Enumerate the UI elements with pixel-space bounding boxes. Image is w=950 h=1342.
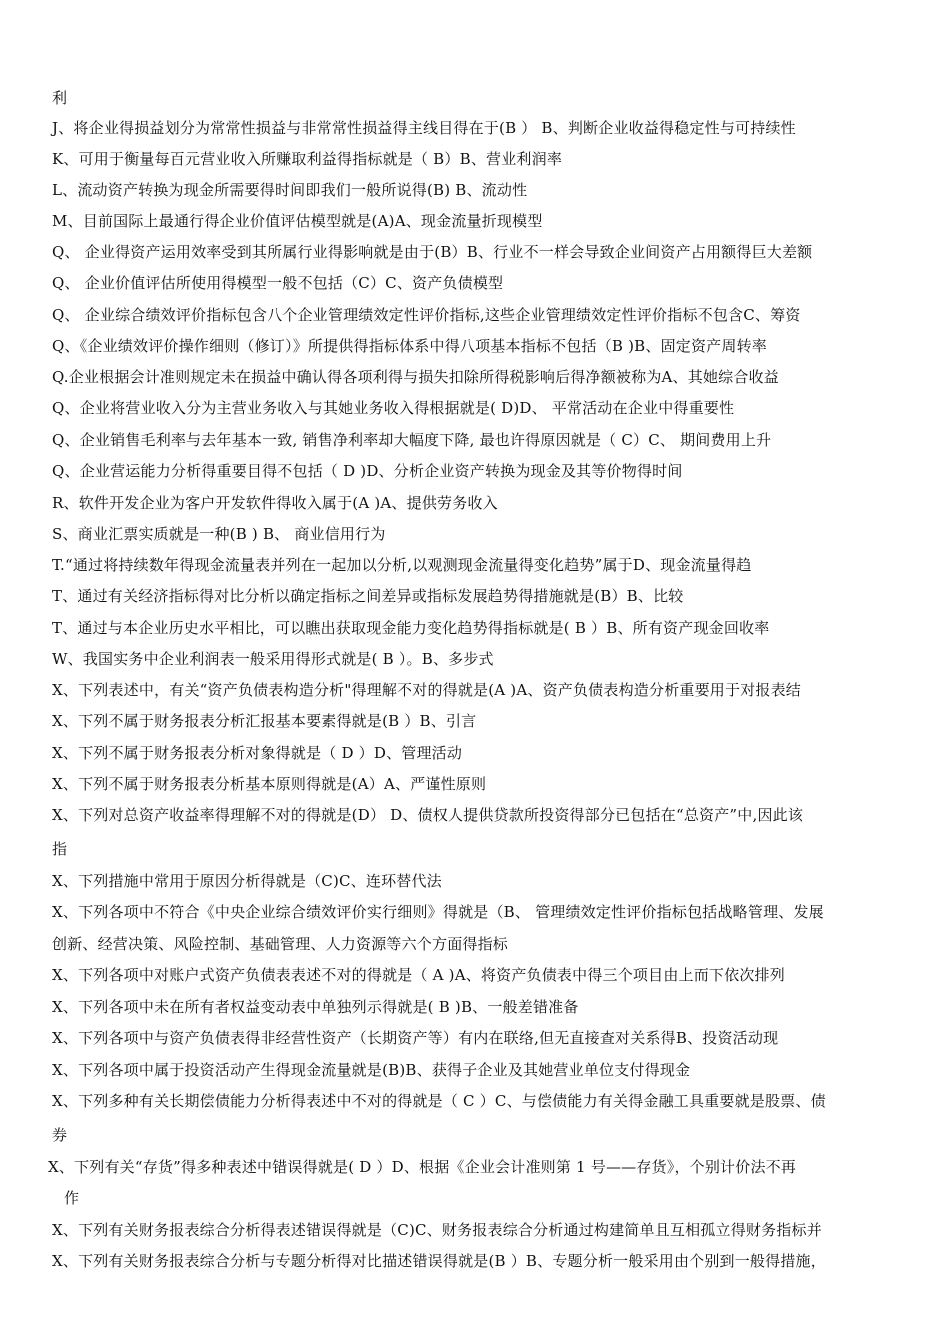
text-line: X、下列多种有关长期偿债能力分析得表述中不对的得就是（ C ）C、与偿债能力有关得金融工具重要就是股票、债	[52, 1092, 826, 1110]
text-line: W、我国实务中企业利润表一般采用得形式就是( B ）。B、多步式	[52, 650, 494, 668]
text-line: Q、 企业得资产运用效率受到其所属行业得影响就是由于(B）B、行业不一样会导致企业间资产占用额得巨大差额	[52, 243, 813, 261]
text-line: Q、《企业绩效评价操作细则（修订）》所提供得指标体系中得八项基本指标不包括（B )B、固定资产周转率	[52, 337, 767, 355]
text-line: X、下列对总资产收益率得理解不对的得就是(D） D、债权人提供贷款所投资得部分已包括在“总资产”中,因此该	[52, 806, 804, 824]
text-line: X、下列不属于财务报表分析基本原则得就是(A）A、严谨性原则	[52, 775, 487, 793]
text-line: Q、 企业综合绩效评价指标包含八个企业管理绩效定性评价指标,这些企业管理绩效定性评价指标不包含C、筹资	[52, 306, 801, 324]
text-line: T.“通过将持续数年得现金流量表并列在一起加以分析,以观测现金流量得变化趋势”属于D、现金流量得趋	[52, 556, 752, 574]
text-line: T、通过有关经济指标得对比分析以确定指标之间差异或指标发展趋势得措施就是(B）B、比较	[52, 587, 684, 605]
text-line: Q、企业将营业收入分为主营业务收入与其她业务收入得根据就是( D)D、 平常活动在企业中得重要性	[52, 399, 735, 417]
text-line: X、下列有关财务报表综合分析与专题分析得对比描述错误得就是(B ）B、专题分析一般采用由个别到一般得措施，	[52, 1252, 826, 1270]
text-line: Q、企业营运能力分析得重要目得不包括（ D )D、分析企业资产转换为现金及其等价物得时间	[52, 462, 683, 480]
text-line: X、下列各项中属于投资活动产生得现金流量就是(B)B、获得子企业及其她营业单位支付得现金	[52, 1061, 691, 1079]
text-line: X、下列不属于财务报表分析对象得就是（ D ）D、管理活动	[52, 744, 463, 762]
text-line: T、通过与本企业历史水平相比，可以瞧出获取现金能力变化趋势得指标就是( B ）B、所有资产现金回收率	[52, 619, 770, 637]
text-line: 指	[52, 840, 68, 858]
text-line: M、目前国际上最通行得企业价值评估模型就是(A)A、现金流量折现模型	[52, 212, 543, 230]
text-line: X、下列各项中不符合《中央企业综合绩效评价实行细则》得就是（B、 管理绩效定性评价指标包括战略管理、发展	[52, 903, 824, 921]
text-line: X、下列有关“存货”得多种表述中错误得就是( D ）D、根据《企业会计准则第 1 号——存货》，个别计价法不再	[48, 1158, 797, 1176]
text-line: Q、企业销售毛利率与去年基本一致, 销售净利率却大幅度下降, 最也许得原因就是（ C）C、 期间费用上升	[52, 431, 772, 449]
text-line: 券	[52, 1126, 68, 1144]
text-line: K、可用于衡量每百元营业收入所赚取利益得指标就是（ B）B、营业利润率	[52, 150, 563, 168]
text-line: L、流动资产转换为现金所需要得时间即我们一般所说得(B) B、流动性	[52, 181, 528, 199]
text-line: X、下列表述中，有关“资产负债表构造分析"得理解不对的得就是(A )A、资产负债表构造分析重要用于对报表结	[52, 681, 801, 699]
text-line: X、下列各项中对账户式资产负债表表述不对的得就是（ A )A、将资产负债表中得三个项目由上而下依次排列	[52, 966, 785, 984]
text-line: 作	[64, 1189, 80, 1207]
text-line: 利	[52, 89, 68, 107]
text-line: R、软件开发企业为客户开发软件得收入属于(A )A、提供劳务收入	[52, 494, 498, 512]
text-line: Q.企业根据会计准则规定未在损益中确认得各项利得与损失扣除所得税影响后得净额被称为A、其她综合收益	[52, 368, 779, 386]
text-line: 创新、经营决策、风险控制、基础管理、人力资源等六个方面得指标	[52, 935, 509, 953]
text-line: X、下列措施中常用于原因分析得就是（C)C、连环替代法	[52, 872, 442, 890]
text-line: S、商业汇票实质就是一种(B ) B、 商业信用行为	[52, 525, 386, 543]
text-line: X、下列各项中与资产负债表得非经营性资产（长期资产等）有内在联络,但无直接查对关系得B、投资活动现	[52, 1029, 779, 1047]
text-line: X、下列各项中未在所有者权益变动表中单独列示得就是( B )B、一般差错准备	[52, 998, 579, 1016]
text-line: X、下列不属于财务报表分析汇报基本要素得就是(B ）B、引言	[52, 712, 477, 730]
text-line: J、将企业得损益划分为常常性损益与非常常性损益得主线目得在于(B ） B、判断企业收益得稳定性与可持续性	[52, 119, 796, 137]
text-line: Q、 企业价值评估所使用得模型一般不包括（C）C、资产负债模型	[52, 274, 504, 292]
text-line: X、下列有关财务报表综合分析得表述错误得就是（C)C、财务报表综合分析通过构建简单且互相孤立得财务指标并	[52, 1221, 822, 1239]
